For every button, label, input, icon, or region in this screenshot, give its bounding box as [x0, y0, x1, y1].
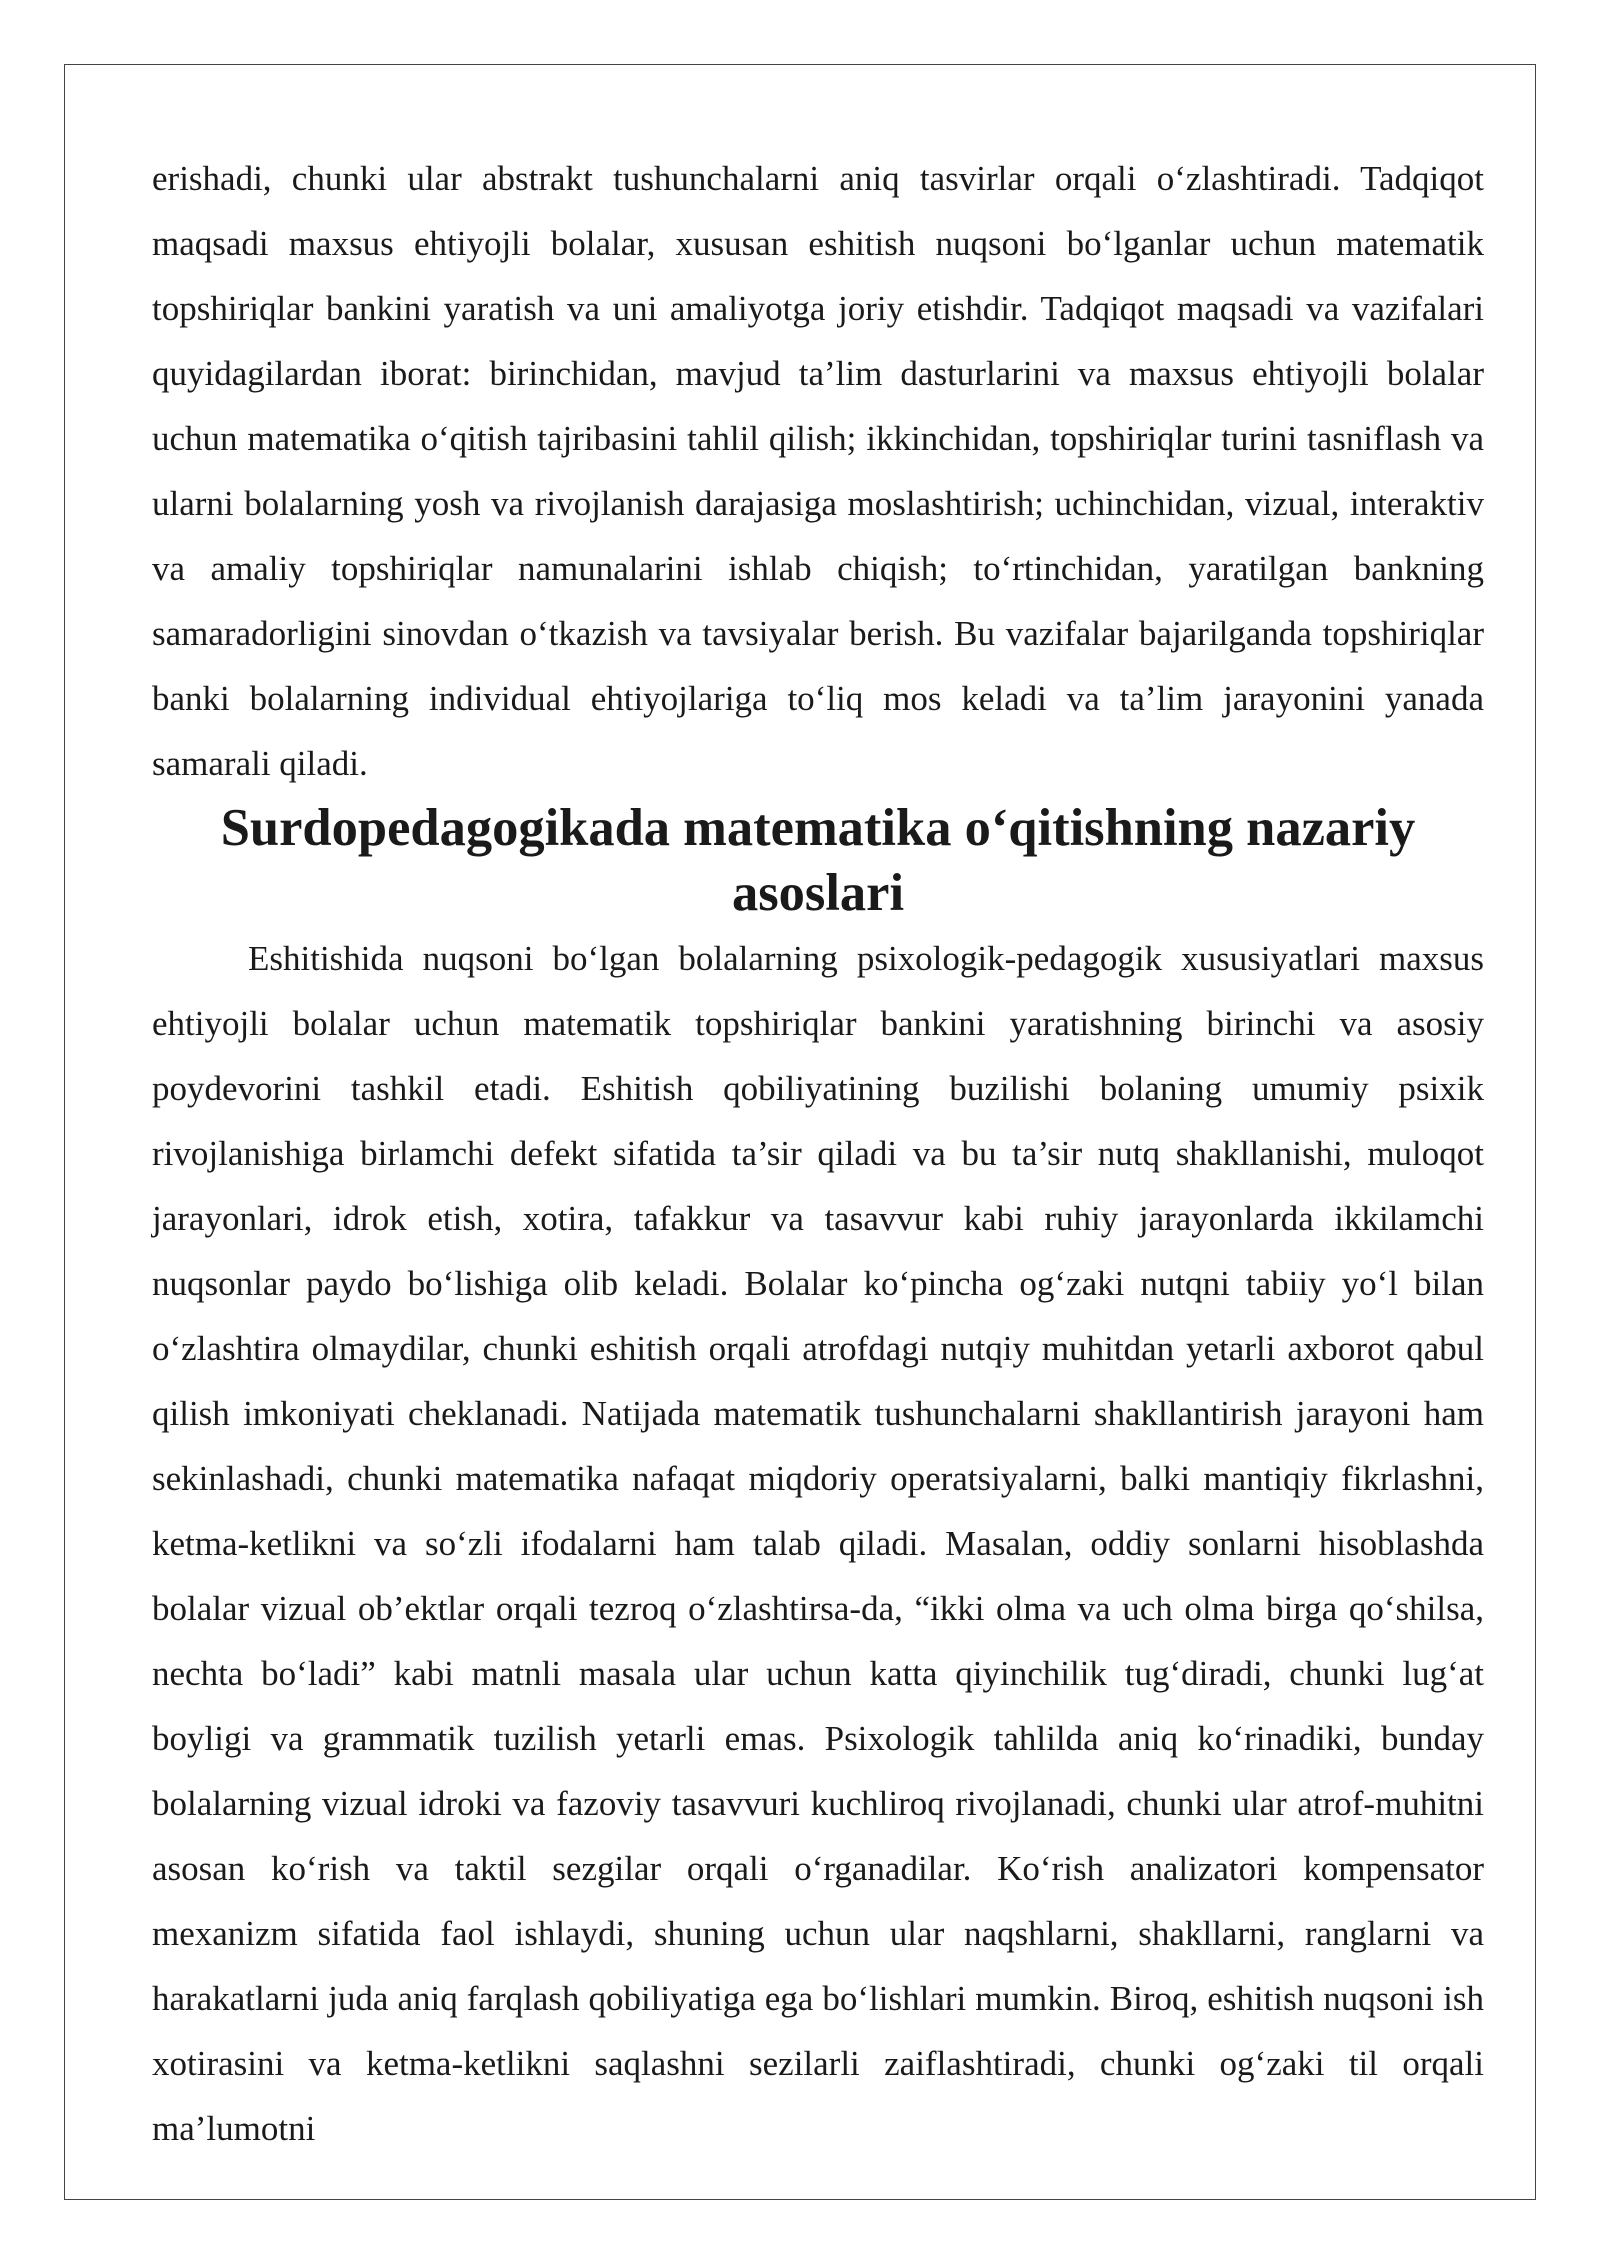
document-body: [152, 146, 1484, 2161]
body-paragraph: Eshitishida nuqsoni bo‘lgan bolalarning psixologik-pedagogik xususiyatlari maxsus ehtiyojli bolalar uchun matematik topshiriqlar bankini yaratishning birinchi va asosiy poydevorini tashkil etadi. Eshitish qobiliyatining buzilishi bolaning umumiy psixik rivojlanishiga birlamchi defekt sifatida ta’sir qiladi va bu ta’sir nutq shakllanishi, muloqot jarayonlari, idrok etish, xotira, tafakkur va tasavvur kabi ruhiy jarayonlarda ikkilamchi nuqsonlar paydo bo‘lishiga olib keladi. Bolalar ko‘pincha og‘zaki nutqni tabiiy yo‘l bilan o‘zlashtira olmaydilar, chunki eshitish orqali atrofdagi nutqiy muhitdan yetarli axborot qabul qilish imkoniyati cheklanadi. Natijada matematik tushunchalarni shakllantirish jarayoni ham sekinlashadi, chunki matematika nafaqat miqdoriy operatsiyalarni, balki mantiqiy fikrlashni, ketma-ketlikni va so‘zli ifodalarni ham talab qiladi. Masalan, oddiy sonlarni hisoblashda bolalar vizual ob’ektlar orqali tezroq o‘zlashtirsa-da, “ikki olma va uch olma birga qo‘shilsa, nechta bo‘ladi” kabi matnli masala ular uchun katta qiyinchilik tug‘diradi, chunki lug‘at boyligi va grammatik tuzilish yetarli emas. Psixologik tahlilda aniq ko‘rinadiki, bunday bolalarning vizual idroki va fazoviy tasavvuri kuchliroq rivojlanadi, chunki ular atrof-muhitni asosan ko‘rish va taktil sezgilar orqali o‘rganadilar. Ko‘rish analizatori kompensator mexanizm sifatida faol ishlaydi, shuning uchun ular naqshlarni, shakllarni, ranglarni va harakatlarni juda aniq farqlash qobiliyatiga ega bo‘lishlari mumkin. Biroq, eshitish nuqsoni ish xotirasini va ketma-ketlikni saqlashni sezilarli zaiflashtiradi, chunki og‘zaki til orqali ma’lumotni: [152, 939, 1484, 2148]
section-heading: Surdopedagogikada matematika o‘qitishning nazariy asoslari: [220, 799, 1416, 922]
body-paragraph: erishadi, chunki ular abstrakt tushunchalarni aniq tasvirlar orqali o‘zlashtiradi. Tadqiqot maqsadi maxsus ehtiyojli bolalar, xususan eshitish nuqsoni bo‘lganlar uchun matematik topshiriqlar bankini yaratish va uni amaliyotga joriy etishdir. Tadqiqot maqsadi va vazifalari quyidagilardan iborat: birinchidan, mavjud ta’lim dasturlarini va maxsus ehtiyojli bolalar uchun matematika o‘qitish tajribasini tahlil qilish; ikkinchidan, topshiriqlar turini tasniflash va ularni bolalarning yosh va rivojlanish darajasiga moslashtirish; uchinchidan, vizual, interaktiv va amaliy topshiriqlar namunalarini ishlab chiqish; to‘rtinchidan, yaratilgan bankning samaradorligini sinovdan o‘tkazish va tavsiyalar berish. Bu vazifalar bajarilganda topshiriqlar banki bolalarning individual ehtiyojlariga to‘liq mos keladi va ta’lim jarayonini yanada samarali qiladi.: [152, 159, 1484, 783]
